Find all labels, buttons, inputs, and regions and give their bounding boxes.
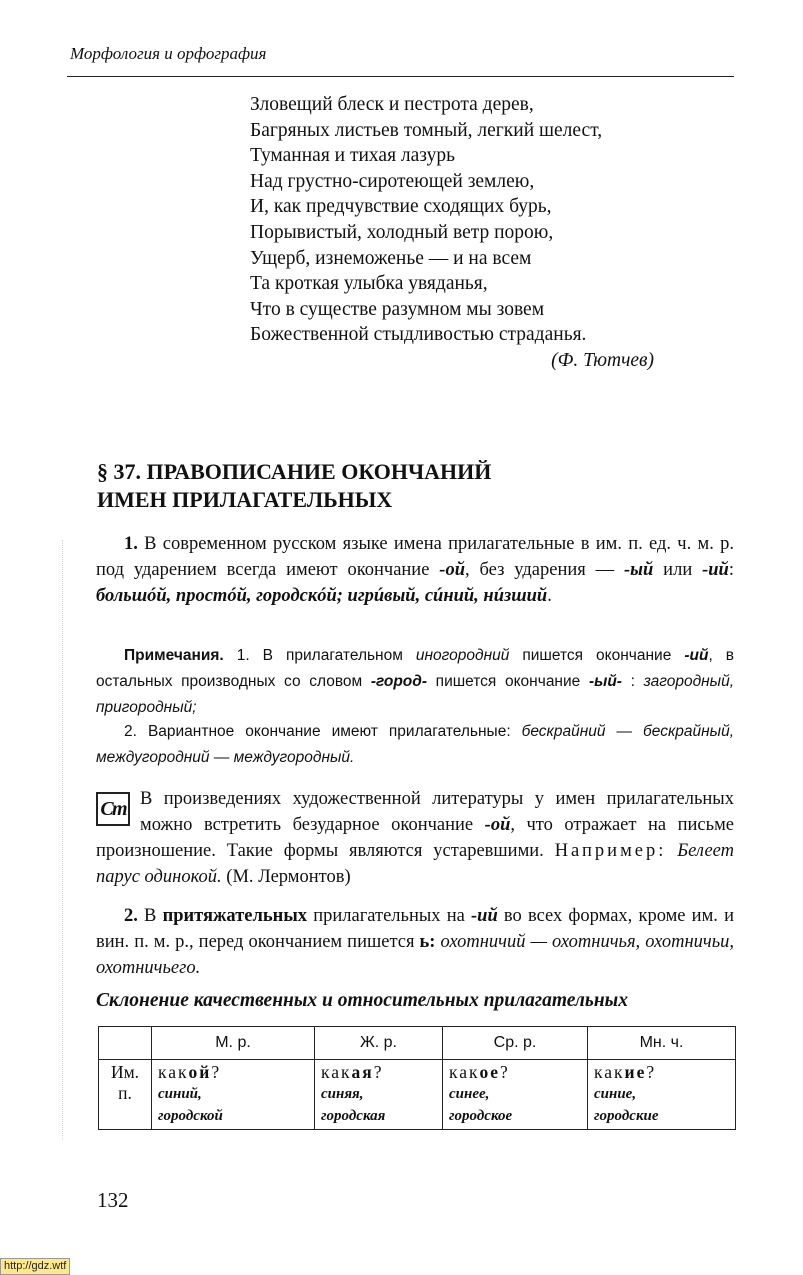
ending-yy: -ый xyxy=(624,560,654,580)
note-root: -город- xyxy=(370,673,428,690)
rule-1-text: . xyxy=(547,586,552,606)
scan-margin-marks xyxy=(62,540,75,1140)
ending-oy: -ой xyxy=(439,560,465,580)
rule-1-text: В современном русском языке имена прилагательные в им. п. ед. ч. м. р. под ударением всегда имеют окончание xyxy=(96,534,734,580)
example-word: городское xyxy=(449,1108,513,1124)
example-word: городские xyxy=(594,1108,659,1124)
poem-line: Зловещий блеск и пестрота дерев, xyxy=(250,94,534,115)
stylistic-text: В произведениях художественной литературы у имен прилагательных можно встретить безударное окончание xyxy=(140,789,734,835)
note-ending: -ый- xyxy=(588,673,622,690)
table-cell xyxy=(315,1060,443,1130)
table-header-cell xyxy=(99,1027,152,1060)
rule-2-paragraph xyxy=(96,903,734,981)
rule-2-examples: охотничий — охотничья, охотничьи, охотничьего. xyxy=(96,932,735,978)
table-title: Склонение качественных и относительных прилагательных xyxy=(96,990,628,1011)
table-cell xyxy=(588,1060,736,1130)
example-word: синие, xyxy=(594,1086,637,1102)
note-1 xyxy=(96,643,734,721)
page-number: 132 xyxy=(97,1188,129,1212)
question-word: какое? xyxy=(449,1062,510,1082)
poem-line: И, как предчувствие сходящих бурь, xyxy=(250,196,552,218)
table-cell xyxy=(152,1060,315,1130)
declension-table xyxy=(98,1026,736,1130)
example-word: синяя, xyxy=(321,1086,364,1102)
ending-iy: -ий xyxy=(702,560,729,580)
rule-2-text: во всех формах, кроме им. и вин. п. м. р., перед окончанием пишется xyxy=(96,906,734,952)
poem-line: Багряных листьев томный, легкий шелест, xyxy=(250,119,603,141)
note-examples: бескрайний — бескрайный, междугородний — междугородный. xyxy=(96,723,734,766)
note-word: иногородний xyxy=(415,647,510,664)
header-divider xyxy=(67,76,734,77)
case-cell xyxy=(99,1060,152,1130)
example-label: Например: xyxy=(554,841,667,861)
stylistic-text: , что отражает на письме произношение. Такие формы являются устаревшими. xyxy=(96,815,734,861)
question-word: какой? xyxy=(158,1062,222,1082)
table-row xyxy=(99,1060,736,1130)
question-word: какая? xyxy=(321,1062,384,1082)
table-header-cell: Ж. р. xyxy=(315,1027,443,1060)
stylistic-ending: -ой xyxy=(484,815,511,835)
poem-line: Божественной стыдливостью страданья. xyxy=(250,324,587,346)
poem-line: Что в существе разумном мы зовем xyxy=(250,298,545,320)
rule-1-text: , без ударения — xyxy=(465,560,625,580)
note-text: 1. В прилагательном xyxy=(223,647,416,664)
table-header-cell: Мн. ч. xyxy=(588,1027,736,1060)
poem xyxy=(250,92,660,374)
poem-line: Ущерб, изнеможенье — и на всем xyxy=(250,247,532,269)
section-title-line-1: § 37. ПРАВОПИСАНИЕ ОКОНЧАНИЙ xyxy=(97,459,492,484)
note-text: 2. Вариантное окончание имеют прилагательные: xyxy=(124,723,522,740)
running-header: Морфология и орфография xyxy=(70,44,267,63)
poem-line: Над грустно-сиротеющей землею, xyxy=(250,170,535,192)
stylistic-note xyxy=(96,786,734,890)
note-text: , в остальных производных со словом xyxy=(96,647,734,690)
rule-1-paragraph xyxy=(96,531,734,609)
rule-2-text: В xyxy=(137,906,163,926)
table-header-cell: М. р. xyxy=(152,1027,315,1060)
stylistics-icon: Ст xyxy=(96,792,130,826)
example-word: городской xyxy=(158,1108,223,1124)
case-label: Им. xyxy=(110,1062,140,1082)
question-word: какие? xyxy=(594,1062,657,1082)
rule-1-text: или xyxy=(653,560,703,580)
case-label: п. xyxy=(118,1083,132,1103)
example-word: синее, xyxy=(449,1086,490,1102)
poem-line: Порывистый, холодный ветр порою, xyxy=(250,221,554,243)
note-text: : xyxy=(621,673,644,690)
poem-line: Та кроткая улыбка увяданья, xyxy=(250,273,488,295)
rule-1-text: : xyxy=(728,560,734,580)
rule-2-ending: -ий xyxy=(471,906,498,926)
example-word: синий, xyxy=(158,1086,202,1102)
note-text: пишется окончание xyxy=(509,647,685,664)
poem-author: (Ф. Тютчев) xyxy=(551,349,654,371)
rule-2-term: притяжательных xyxy=(162,906,308,926)
table-cell xyxy=(443,1060,588,1130)
rule-2-text: прилагательных на xyxy=(307,906,472,926)
watermark-link[interactable]: http://gdz.wtf xyxy=(0,1258,70,1275)
table-header-row xyxy=(99,1027,736,1060)
stylistic-source: (М. Лермонтов) xyxy=(221,867,351,887)
section-title-line-2: ИМЕН ПРИЛАГАТЕЛЬНЫХ xyxy=(97,487,393,512)
table-header-cell: Ср. р. xyxy=(443,1027,588,1060)
note-text: пишется окончание xyxy=(427,673,589,690)
rule-1-number: 1. xyxy=(124,534,138,554)
rule-2-number: 2. xyxy=(124,906,138,926)
poem-line: Туманная и тихая лазурь xyxy=(250,145,455,167)
rule-1-examples: большóй, простóй, городскóй; игрúвый, сúний, нúзший xyxy=(96,586,548,606)
section-title xyxy=(97,458,717,514)
notes-label: Примечания. xyxy=(124,647,224,664)
stylistic-example: Белеет парус одинокой. xyxy=(96,841,734,887)
note-2 xyxy=(96,719,734,771)
note-ending: -ий xyxy=(684,647,709,664)
example-word: городская xyxy=(321,1108,386,1124)
note-examples: загородный, пригородный; xyxy=(96,673,735,716)
rule-2-letter: ь: xyxy=(419,932,436,952)
